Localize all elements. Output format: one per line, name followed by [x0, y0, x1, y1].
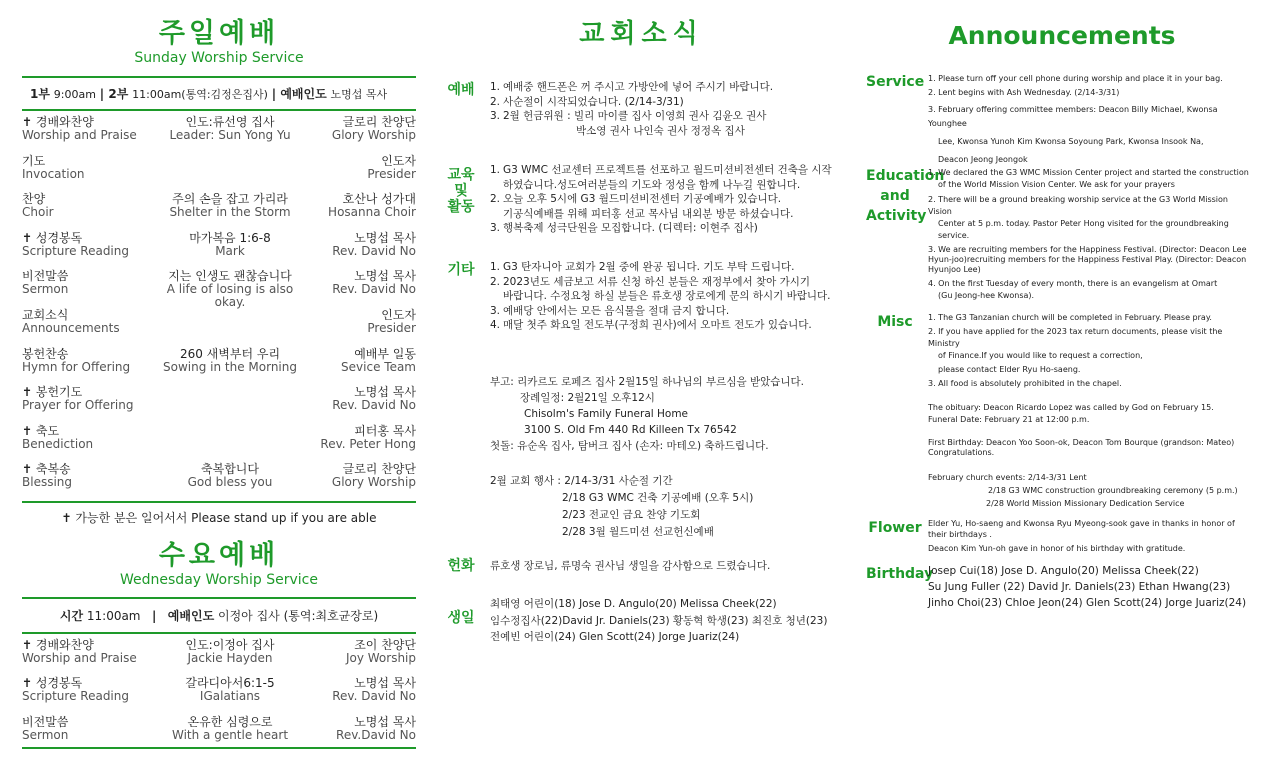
order-leader: [310, 347, 416, 374]
funeral-address: 3100 S. Old Fm 440 Rd Killeen Tx 76542: [524, 424, 737, 436]
news-flower-text: 류호생 장로님, 류명숙 권사님 생일을 감사함으로 드렸습니다.: [490, 560, 771, 572]
order-item: [22, 462, 150, 489]
first-birthday-line: 첫돌: 유순옥 집사, 탐버크 집사 (손자: 마테오) 축하드립니다.: [490, 440, 769, 452]
announcements-title: Announcements: [948, 21, 1176, 50]
leader-label: | 예배인도: [271, 87, 327, 101]
order-leader: [310, 308, 416, 335]
leader-name: 노명섭 목사: [330, 88, 388, 101]
order-item-english: Sermon: [22, 282, 69, 297]
order-row: [22, 231, 416, 270]
order-leader: [310, 638, 416, 665]
order-item: [22, 347, 150, 374]
item-text: 매달 첫주 화요일 전도부(구정희 권사)에서 오마트 전도가 있습니다.: [503, 319, 812, 331]
wednesday-subtitle: Wednesday Worship Service: [120, 571, 318, 588]
order-item-korean: ✝ 봉헌기도: [22, 385, 83, 400]
order-item-korean: ✝ 성경봉독: [22, 230, 83, 245]
order-content-korean: 축복합니다: [201, 462, 259, 477]
order-content-english: IGalatians: [199, 689, 261, 704]
order-leader-english: Rev. David No: [332, 243, 416, 258]
birthday-label: Birthday: [866, 566, 934, 582]
order-leader: [310, 192, 416, 219]
order-row: [22, 154, 416, 193]
order-item: [22, 269, 150, 296]
flower-line: Deacon Kim Yun-oh gave in honor of his birthday with gratitude.: [928, 544, 1186, 553]
order-content: [150, 231, 310, 258]
service-line: 1. Please turn off your cell phone during worship and place it in your bag.: [928, 74, 1223, 83]
flower-label: Flower: [868, 520, 922, 536]
order-leader-korean: 노명섭 목사: [354, 676, 416, 691]
order-leader: [310, 269, 416, 296]
order-leader-korean: 피터홍 목사: [354, 423, 416, 438]
item-text: 2월 헌금위원 : 빌리 마이클 집사 이영희 권사 김윤오 권사: [503, 110, 767, 122]
order-item: [22, 115, 150, 142]
order-leader-english: Presider: [367, 320, 416, 335]
order-item-korean: ✝ 성경봉독: [22, 676, 83, 691]
first-service-time: 9:00am: [53, 88, 96, 101]
order-content: [150, 269, 310, 309]
news-misc-list: [490, 260, 840, 333]
order-item-korean: ✝ 축도: [22, 423, 60, 438]
item-text: 기공식예배를 위해 피터홍 선교 목사님 내외분 방문 하셨습니다.: [503, 207, 794, 220]
item-text: 예배당 안에서는 모든 음식물을 절대 금지 합니다.: [503, 304, 730, 317]
order-content: [150, 347, 310, 374]
order-content-korean: 지는 인생도 괜찮습니다: [168, 269, 292, 284]
item-text: 바랍니다. 수정요청 하실 분들은 류호생 장로에게 문의 하시기 바랍니다.: [503, 290, 831, 302]
education-label: Education and Activity: [866, 168, 945, 224]
item-number: 2.: [490, 275, 501, 288]
education-line: 2. There will be a ground breaking worship service at the G3 World Mission Vision: [928, 195, 1228, 216]
order-item-english: Blessing: [22, 475, 73, 490]
order-item: [22, 638, 150, 665]
order-leader: [310, 676, 416, 703]
order-item: [22, 192, 150, 219]
events-label: 2월 교회 행사 :: [490, 475, 561, 487]
order-leader: [310, 424, 416, 451]
order-leader-english: Rev. David No: [332, 689, 416, 704]
order-item-english: Scripture Reading: [22, 689, 129, 704]
order-item-korean: 찬양: [22, 192, 46, 207]
item-number: [490, 289, 503, 304]
second-service-label: | 2부: [99, 87, 129, 101]
education-line: (Gu Jeong-hee Kwonsa).: [938, 291, 1035, 300]
second-service-time: 11:00am(통역:김정은집사): [132, 88, 268, 101]
news-list-item: [490, 289, 840, 304]
order-leader-english: Hosanna Choir: [328, 205, 416, 220]
order-content: [150, 638, 310, 665]
order-item-english: Invocation: [22, 166, 85, 181]
wednesday-title: 수요예배: [158, 539, 280, 571]
news-list-item: [490, 304, 840, 319]
order-leader-korean: 노명섭 목사: [354, 385, 416, 400]
item-number: 3.: [490, 222, 501, 234]
order-content: [150, 676, 310, 703]
order-leader-english: Glory Worship: [331, 475, 416, 490]
service-body: [928, 72, 1254, 167]
order-item: [22, 424, 150, 451]
order-item: [22, 231, 150, 258]
order-item-english: Announcements: [22, 320, 120, 335]
order-item-korean: 교회소식: [22, 307, 69, 322]
order-row: [22, 269, 416, 308]
item-number: 4.: [490, 319, 501, 331]
divider: [22, 747, 416, 749]
news-worship-label: 예배: [447, 82, 475, 98]
item-number: [490, 207, 503, 222]
birthday-line: Jinho Choi(23) Chloe Jeon(24) Glen Scott(24) Jorge Juariz(24): [928, 597, 1247, 609]
service-line: 2. Lent begins with Ash Wednesday. (2/14-3/31): [928, 88, 1120, 97]
item-number: 1.: [490, 261, 501, 273]
item-number: 3.: [490, 304, 501, 317]
order-item-korean: 비전말씀: [22, 269, 69, 284]
order-leader-english: Joy Worship: [345, 650, 416, 665]
announcements-column: [866, 18, 1258, 609]
news-birthday-body: [490, 596, 840, 646]
order-content-korean: 260 새벽부터 우리: [179, 346, 281, 361]
obituary-line: 부고: 리카르도 로페즈 집사 2월15일 하나님의 부르심을 받았습니다.: [490, 376, 804, 388]
item-text: 사순절이 시작되었습니다. (2/14-3/31): [503, 95, 684, 108]
order-row: [22, 115, 416, 154]
item-number: 3.: [490, 110, 501, 122]
order-content-english: Mark: [215, 243, 245, 258]
order-leader-english: Rev. David No: [332, 282, 416, 297]
separator: |: [151, 608, 157, 623]
education-line: 3. We are recruiting members for the Happiness Festival. (Director: Deacon Lee Hyun-joo)recruiting members for the Happiness Festival Play. (Director: Deacon Hyunjoo Lee): [928, 245, 1247, 274]
service-line: Lee, Kwonsa Yunoh Kim Kwonsa Soyoung Park, Kwonsa Insook Na,: [938, 137, 1204, 146]
education-line: 4. On the first Tuesday of every month, there is an evangelism at Omart: [928, 279, 1218, 288]
order-leader-english: Presider: [367, 166, 416, 181]
news-worship-list: [490, 80, 840, 124]
news-misc-body: [490, 260, 840, 333]
misc-line: please contact Elder Ryu Ho-saeng.: [938, 365, 1081, 374]
order-leader-korean: 노명섭 목사: [354, 269, 416, 284]
order-leader-english: Glory Worship: [331, 128, 416, 142]
news-worship-cont: 박소영 권사 나인숙 권사 정정옥 집사: [576, 124, 745, 137]
order-leader-english: Rev.David No: [336, 727, 416, 742]
item-number: 1.: [490, 164, 501, 176]
item-text: G3 탄자니아 교회가 2월 중에 완공 됩니다. 기도 부탁 드립니다.: [503, 261, 795, 273]
item-text: 예배중 핸드폰은 꺼 주시고 가방안에 넣어 주시기 바랍니다.: [503, 81, 774, 93]
news-list-item: [490, 260, 840, 275]
order-content: [150, 115, 310, 142]
education-body: [928, 167, 1254, 302]
worship-order-column: [22, 18, 416, 749]
stand-note: ✝ 가능한 분은 일어서서 Please stand up if you are able: [61, 510, 377, 525]
order-item: [22, 385, 150, 412]
flower-line: Elder Yu, Ho-saeng and Kwonsa Ryu Myeong-sook gave in thanks in honor of their birthdays .: [928, 519, 1235, 539]
order-row: [22, 638, 416, 677]
order-item-english: Choir: [22, 205, 54, 220]
misc-label: Misc: [877, 314, 913, 330]
order-leader-english: Sevice Team: [341, 359, 416, 374]
order-item: [22, 715, 150, 742]
order-item-english: Worship and Praise: [22, 128, 137, 142]
order-leader-korean: 예배부 일동: [354, 346, 416, 361]
order-item-english: Prayer for Offering: [22, 398, 134, 413]
order-item-korean: 비전말씀: [22, 714, 69, 729]
item-text: 오늘 오후 5시에 G3 월드미션비전센터 기공예배가 있습니다.: [503, 193, 782, 205]
order-content-korean: 주의 손을 잡고 가리라: [172, 192, 288, 207]
sunday-times: [22, 78, 416, 109]
order-item: [22, 308, 150, 335]
news-list-item: [490, 95, 840, 110]
news-list-item: [490, 192, 840, 207]
news-education-list: [490, 163, 840, 236]
order-leader-korean: 노명섭 목사: [354, 230, 416, 245]
news-birthday-label: 생일: [447, 610, 475, 626]
funeral-date: 장례일정: 2월21일 오후12시: [520, 392, 655, 404]
item-number: 2.: [490, 95, 501, 108]
events-body: [490, 473, 840, 541]
education-line: 1. We declared the G3 WMC Mission Center project and started the construction: [928, 168, 1249, 177]
misc-line: 1. The G3 Tanzanian church will be completed in February. Please pray.: [928, 313, 1212, 322]
order-leader-english: Rev. Peter Hong: [320, 436, 416, 451]
news-misc-label: 기타: [447, 262, 475, 278]
wednesday-info: [22, 599, 416, 632]
order-leader: [310, 385, 416, 412]
order-item-english: Sermon: [22, 727, 69, 742]
news-list-item: [490, 163, 840, 192]
order-row: [22, 424, 416, 463]
order-content-english: God bless you: [187, 475, 273, 490]
order-content-english: Sowing in the Morning: [163, 359, 297, 374]
order-item-english: Scripture Reading: [22, 243, 129, 258]
order-row: [22, 347, 416, 386]
news-list-item: [490, 318, 840, 333]
order-content: [150, 462, 310, 489]
order-item-english: Worship and Praise: [22, 650, 137, 665]
item-text: 행복축제 성극단원을 모집합니다. (디렉터: 이현주 집사): [503, 222, 758, 234]
funeral-home: Chisolm's Family Funeral Home: [524, 408, 689, 420]
church-news-column: [444, 18, 839, 643]
order-item-korean: ✝ 경배와찬양: [22, 637, 94, 652]
news-worship-body: [490, 80, 840, 138]
order-row: [22, 462, 416, 501]
news-list-item: [490, 207, 840, 222]
leader-value: 이정아 집사 (통역:최호균장로): [218, 608, 379, 623]
obituary-body: [490, 374, 840, 454]
order-item-korean: 기도: [22, 153, 46, 168]
birthday-body: [928, 563, 1254, 611]
order-item-english: Benediction: [22, 436, 94, 451]
sunday-order-list: [22, 111, 416, 501]
news-title: 교회소식: [579, 19, 704, 49]
events-line: 2/18 G3 WMC construction groundbreaking ceremony (5 p.m.): [988, 486, 1238, 495]
funeral-line: Funeral Date: February 21 at 12:00 p.m.: [928, 415, 1090, 424]
order-item-korean: 봉헌찬송: [22, 346, 69, 361]
order-row: [22, 192, 416, 231]
first-service-label: 1부: [30, 87, 50, 101]
birthday-line: Su Jung Fuller (22) David Jr. Daniels(23) Ethan Hwang(23): [928, 581, 1231, 593]
item-text: G3 WMC 선교센터 프로젝트를 선포하고 월드미션비전센터 건축을 시작 하였습니다.성도여러분들의 기도와 정성을 함께 나누길 원합니다.: [503, 164, 832, 191]
sunday-subtitle: Sunday Worship Service: [134, 50, 304, 66]
order-row: [22, 308, 416, 347]
order-content-english: Jackie Hayden: [187, 650, 273, 665]
news-list-item: [490, 109, 840, 124]
birthday-line: Josep Cui(18) Jose D. Angulo(20) Melissa Cheek(22): [928, 565, 1199, 577]
first-birthday-line: First Birthday: Deacon Yoo Soon-ok, Deacon Tom Bourque (grandson: Mateo) Congratulations.: [928, 438, 1235, 457]
order-content-english: A life of losing is also okay.: [166, 282, 294, 310]
news-flower-label: 헌화: [447, 558, 475, 574]
order-leader-korean: 호산나 성가대: [342, 192, 416, 207]
order-content-korean: 인도:이정아 집사: [185, 637, 275, 652]
order-item-korean: ✝ 경배와찬양: [22, 115, 94, 129]
birthday-line: 최태영 어린이(18) Jose D. Angulo(20) Melissa Cheek(22): [490, 598, 777, 610]
order-content-english: Leader: Sun Yong Yu: [169, 128, 291, 142]
order-leader-korean: 글로리 찬양단: [342, 462, 416, 477]
event-item: 2/28 3월 월드미션 선교헌신예배: [562, 526, 714, 538]
news-list-item: [490, 221, 840, 236]
order-item: [22, 154, 150, 181]
event-item: 2/14-3/31 사순절 기간: [564, 475, 673, 487]
education-line: Center at 5 p.m. today. Pastor Peter Hong visited for the groundbreaking service.: [938, 219, 1229, 240]
order-leader-korean: 글로리 찬양단: [342, 115, 416, 129]
news-education-body: [490, 163, 840, 236]
obituary-line: The obituary: Deacon Ricardo Lopez was called by God on February 15.: [928, 403, 1214, 412]
service-line: Deacon Jeong Jeongok: [938, 155, 1028, 164]
order-leader-korean: 인도자: [381, 307, 416, 322]
order-leader-korean: 조이 찬양단: [354, 637, 416, 652]
news-list-item: [490, 80, 840, 95]
misc-line: of Finance.If you would like to request a correction,: [938, 351, 1143, 360]
order-content: [150, 192, 310, 219]
news-education-label: 교육 및 활동: [447, 167, 475, 215]
order-leader-korean: 인도자: [381, 153, 416, 168]
misc-body: [928, 312, 1254, 510]
events-line: February church events: 2/14-3/31 Lent: [928, 473, 1087, 482]
item-number: 2.: [490, 193, 501, 205]
order-leader: [310, 715, 416, 742]
flower-body: [928, 518, 1254, 554]
misc-line: 3. All food is absolutely prohibited in the chapel.: [928, 379, 1122, 388]
item-text: 2023년도 세금보고 서류 신청 하신 분들은 재정부에서 찾아 가시기: [503, 275, 810, 288]
event-item: 2/18 G3 WMC 건축 기공예배 (오후 5시): [562, 492, 754, 504]
order-item-korean: ✝ 축복송: [22, 462, 71, 477]
order-leader: [310, 115, 416, 142]
service-label: Service: [866, 74, 925, 90]
order-content-korean: 인도:류선영 집사: [185, 115, 275, 129]
order-item-english: Hymn for Offering: [22, 359, 131, 374]
wednesday-order-list: [22, 634, 416, 754]
item-number: 1.: [490, 81, 501, 93]
time-value: 11:00am: [86, 608, 141, 623]
order-row: [22, 385, 416, 424]
order-row: [22, 676, 416, 715]
sunday-title: 주일예배: [158, 18, 280, 49]
order-leader-english: Rev. David No: [332, 398, 416, 413]
leader-label: 예배인도: [167, 608, 215, 623]
order-leader: [310, 154, 416, 181]
service-line: 3. February offering committee members: Deacon Billy Michael, Kwonsa Younghee: [928, 105, 1218, 128]
order-content-korean: 마가복음 1:6-8: [189, 230, 271, 245]
order-item: [22, 676, 150, 703]
order-content-english: Shelter in the Storm: [169, 205, 291, 220]
misc-line: 2. If you have applied for the 2023 tax return documents, please visit the Ministry: [928, 327, 1223, 348]
order-leader: [310, 231, 416, 258]
order-content-korean: 갈라디아서6:1-5: [185, 676, 275, 691]
time-label: 시간: [59, 608, 84, 623]
events-line: 2/28 World Mission Missionary Dedication Service: [986, 499, 1185, 508]
order-leader: [310, 462, 416, 489]
news-list-item: [490, 275, 840, 290]
order-leader-korean: 노명섭 목사: [354, 714, 416, 729]
order-content-korean: 온유한 심령으로: [187, 714, 273, 729]
wednesday-section: [22, 540, 416, 750]
birthday-line: 임수정집사(22)David Jr. Daniels(23) 황동혁 학생(23) 최진호 청년(23): [490, 614, 828, 627]
education-line: of the World Mission Vision Center. We ask for your prayers: [938, 180, 1175, 189]
order-content-english: With a gentle heart: [171, 727, 289, 742]
birthday-line: 전예빈 어린이(24) Glen Scott(24) Jorge Juariz(24): [490, 631, 740, 643]
order-content: [150, 715, 310, 742]
event-item: 2/23 전교인 금요 찬양 기도회: [562, 509, 701, 521]
